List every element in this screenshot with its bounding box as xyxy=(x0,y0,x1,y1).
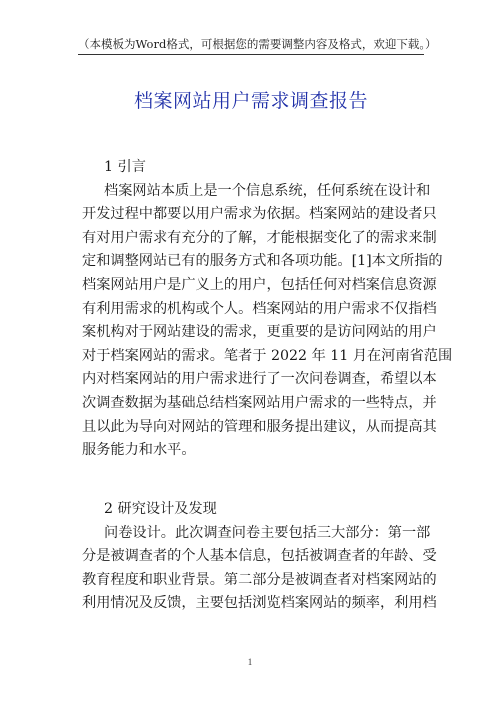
section-research-design xyxy=(82,498,437,616)
section-heading: 1 引言 xyxy=(104,159,146,175)
section-introduction xyxy=(82,156,453,463)
paragraph-line: 教育程度和职业背景。第二部分是被调查者对档案网站的 xyxy=(82,571,437,588)
paragraph-line: 对于档案网站的需求。笔者于 2022 年 11 月在河南省范围 xyxy=(82,347,453,364)
paragraph-line: 案机构对于网站建设的需求，更重要的是访问网站的用户 xyxy=(82,324,437,341)
paragraph-line: 且以此为导向对网站的管理和服务提出建议，从而提高其 xyxy=(82,418,437,435)
page-number: 1 xyxy=(247,657,253,667)
paragraph-line: 问卷设计。此次调查问卷主要包括三大部分：第一部 xyxy=(104,524,431,541)
paragraph-line: 档案网站用户是广义上的用户，包括任何对档案信息资源 xyxy=(82,276,437,293)
paragraph-line: 开发过程中都要以用户需求为依据。档案网站的建设者只 xyxy=(82,206,437,223)
paragraph-line: 利用情况及反馈，主要包括浏览档案网站的频率，利用档 xyxy=(82,595,437,612)
paragraph-line: 次调查数据为基础总结档案网站用户需求的一些特点，并 xyxy=(82,394,437,411)
paragraph-line: 档案网站本质上是一个信息系统，任何系统在设计和 xyxy=(104,182,431,199)
paragraph-line: 内对档案网站的用户需求进行了一次问卷调查，希望以本 xyxy=(82,371,437,388)
header-note: （本模板为Word格式，可根据您的需要调整内容及格式，欢迎下载。） xyxy=(78,37,437,51)
paragraph-line: 服务能力和水平。 xyxy=(82,442,196,459)
document-title: 档案网站用户需求调查报告 xyxy=(133,90,368,112)
paragraph-line: 有对用户需求有充分的了解，才能根据变化了的需求来制 xyxy=(82,229,437,246)
paragraph-line: 分是被调查者的个人基本信息，包括被调查者的年龄、受 xyxy=(82,548,437,565)
header-divider xyxy=(78,54,424,55)
paragraph-line: 有利用需求的机构或个人。档案网站的用户需求不仅指档 xyxy=(82,300,437,317)
section-heading: 2 研究设计及发现 xyxy=(104,501,217,517)
paragraph-line: 定和调整网站已有的服务方式和各项功能。[1]本文所指的 xyxy=(82,253,443,270)
